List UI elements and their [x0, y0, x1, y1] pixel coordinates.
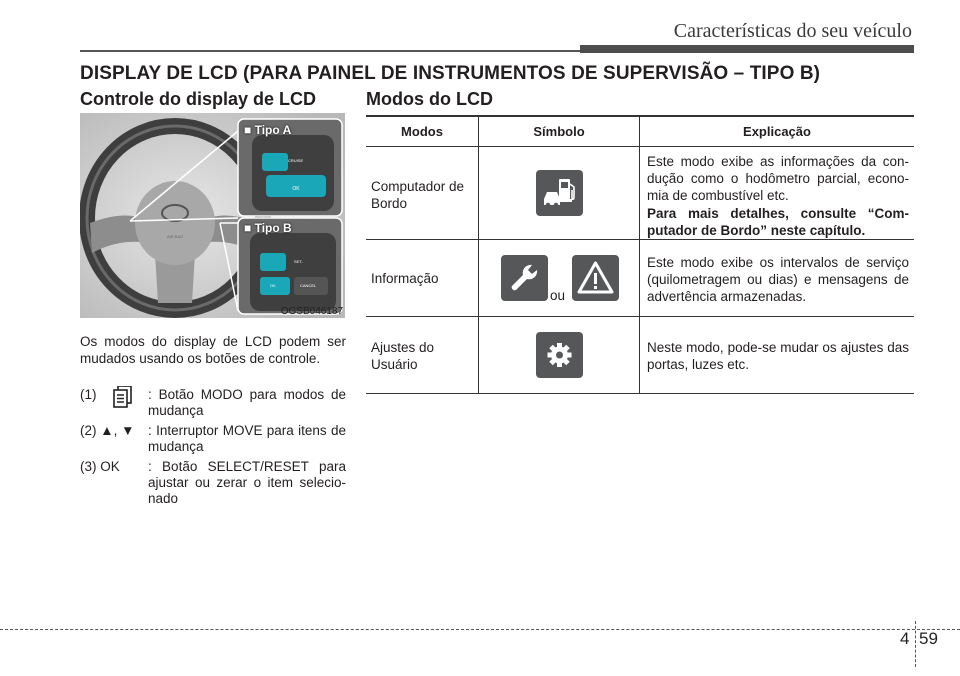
- tipo-b-bullet: ■: [244, 221, 255, 235]
- control-description: : Botão SELECT/RESET para ajustar ou zerar o item selecio-nado: [148, 459, 346, 506]
- table-divider: [366, 316, 914, 317]
- control-description: : Interruptor MOVE para itens de mudança: [148, 423, 346, 454]
- tipo-a-label: Tipo A: [254, 123, 292, 137]
- figure-caption: OGSB046187: [280, 306, 343, 317]
- running-header: Características do seu veículo: [673, 20, 912, 42]
- steering-wheel-figure: [80, 113, 345, 318]
- mode-button-icon: [113, 386, 133, 412]
- tipo-b-label: Tipo B: [254, 221, 292, 235]
- ok-button-label: OK: [270, 283, 276, 288]
- page-number: 59: [919, 629, 938, 648]
- table-bottom-rule: [366, 393, 914, 394]
- cancel-button-label: CANCEL: [300, 283, 317, 288]
- control-item-move: [80, 423, 346, 457]
- control-description: : Botão MODO para modos de mudança: [148, 387, 346, 418]
- symbol-joiner: ou: [550, 288, 566, 303]
- footer-rule: [0, 629, 960, 630]
- table-header-symbol: Símbolo: [533, 124, 585, 139]
- table-column-divider: [639, 117, 640, 394]
- table-cell-explanation: Este modo exibe os intervalos de serviço (quilometragem ou dias) e mensagens de advertência armazenadas.: [647, 255, 909, 304]
- control-label: (2) ▲, ▼: [80, 423, 135, 438]
- header-bar: [580, 45, 914, 53]
- gear-icon: [536, 332, 583, 378]
- page-number-separator: [915, 621, 916, 667]
- svg-text:AIR BAG: AIR BAG: [166, 234, 184, 239]
- warning-triangle-icon: [572, 255, 619, 301]
- table-top-rule: [366, 115, 914, 117]
- table-cell-mode: Computador de Bordo: [371, 179, 465, 211]
- section-title-modes: Modos do LCD: [366, 89, 493, 109]
- table-cell-mode: Informação: [371, 271, 439, 286]
- section-title-controls: Controle do display de LCD: [80, 89, 317, 109]
- table-column-divider: [478, 117, 479, 394]
- tipo-a-bullet: ■: [244, 123, 255, 137]
- table-cell-mode: Ajustes do Usuário: [371, 340, 435, 372]
- control-label: (3) OK: [80, 459, 120, 474]
- control-item-mode: [80, 387, 346, 421]
- table-divider: [366, 239, 914, 240]
- cruise-button-label: CRUISE: [288, 158, 304, 163]
- table-header-modes: Modos: [401, 124, 443, 139]
- fuel-pump-car-icon: [536, 170, 583, 216]
- control-item-ok: [80, 459, 346, 509]
- table-header-explanation: Explicação: [743, 124, 811, 139]
- table-cell-explanation: Neste modo, pode-se mudar os ajustes das portas, luzes etc.: [647, 340, 909, 372]
- control-label: (1): [80, 387, 97, 402]
- wrench-icon: [501, 255, 548, 301]
- svg-text:OK: OK: [292, 186, 300, 192]
- table-divider: [366, 146, 914, 147]
- set-button-label: SET-: [294, 259, 303, 264]
- chapter-number: 4: [900, 629, 910, 648]
- table-cell-note: Para mais detalhes, consulte “Com-putador de Bordo” neste capítulo.: [647, 206, 909, 238]
- page-title: DISPLAY DE LCD (PARA PAINEL DE INSTRUMENTOS DE SUPERVISÃO – TIPO B): [80, 63, 821, 84]
- table-cell-explanation: Este modo exibe as informações da con-dução como o hodômetro parcial, econo-mia de combustível etc.: [647, 154, 909, 203]
- intro-text: Os modos do display de LCD podem ser mudados usando os botões de controle.: [80, 334, 346, 366]
